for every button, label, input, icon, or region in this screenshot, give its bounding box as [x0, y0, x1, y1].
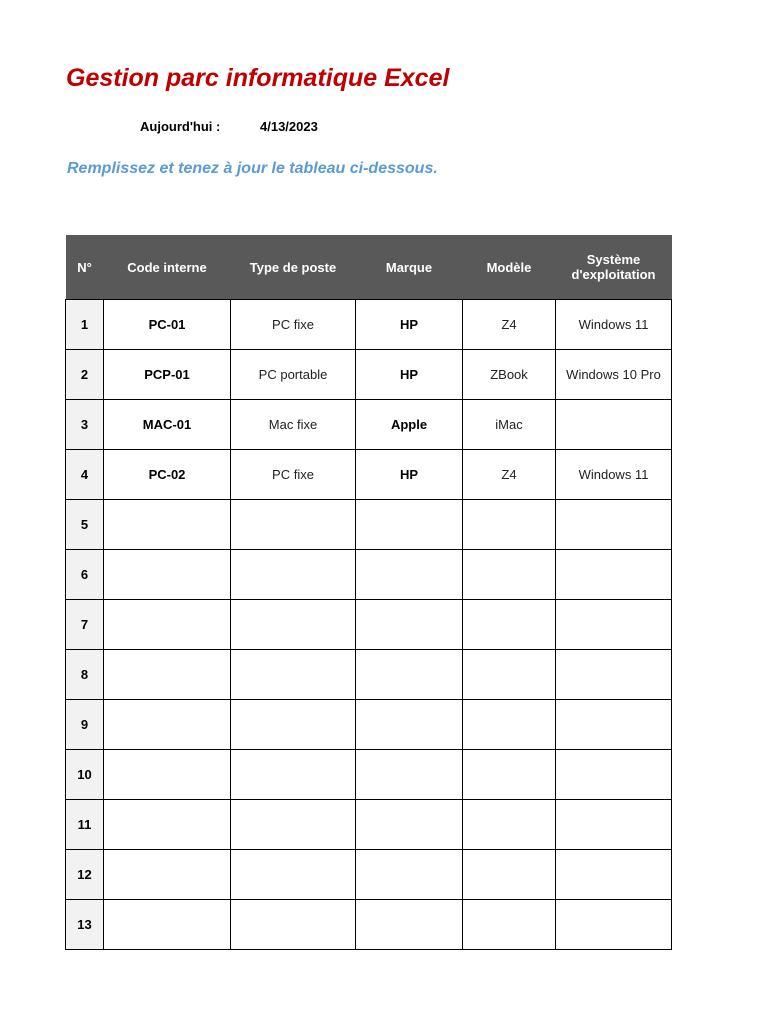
cell-model[interactable] — [463, 800, 556, 850]
cell-type[interactable] — [231, 650, 356, 700]
cell-number: 7 — [66, 600, 104, 650]
table-row — [66, 600, 672, 650]
cell-os[interactable] — [556, 600, 672, 650]
table-header — [66, 235, 672, 300]
cell-number: 3 — [66, 400, 104, 450]
column-header-os: Système d'exploitation — [556, 235, 672, 300]
cell-type[interactable] — [231, 700, 356, 750]
cell-model[interactable] — [463, 500, 556, 550]
cell-number: 2 — [66, 350, 104, 400]
cell-code[interactable] — [104, 900, 231, 950]
cell-os[interactable]: Windows 10 Pro — [556, 350, 672, 400]
cell-os[interactable] — [556, 550, 672, 600]
cell-os[interactable] — [556, 400, 672, 450]
table-row — [66, 300, 672, 350]
table-row — [66, 350, 672, 400]
cell-code[interactable] — [104, 550, 231, 600]
table-row — [66, 800, 672, 850]
cell-model[interactable] — [463, 750, 556, 800]
cell-os[interactable] — [556, 900, 672, 950]
cell-type[interactable] — [231, 750, 356, 800]
cell-model[interactable] — [463, 700, 556, 750]
table-row — [66, 700, 672, 750]
page-title: Gestion parc informatique Excel — [66, 64, 450, 92]
cell-code[interactable] — [104, 500, 231, 550]
cell-number: 12 — [66, 850, 104, 900]
cell-number: 8 — [66, 650, 104, 700]
cell-brand[interactable]: HP — [356, 300, 463, 350]
cell-type[interactable] — [231, 900, 356, 950]
cell-brand[interactable]: Apple — [356, 400, 463, 450]
cell-brand[interactable] — [356, 750, 463, 800]
column-header-code: Code interne — [104, 235, 231, 300]
cell-code[interactable] — [104, 700, 231, 750]
table-row — [66, 550, 672, 600]
cell-type[interactable] — [231, 600, 356, 650]
cell-code[interactable] — [104, 600, 231, 650]
table-row — [66, 900, 672, 950]
cell-os[interactable] — [556, 800, 672, 850]
cell-brand[interactable] — [356, 800, 463, 850]
cell-type[interactable]: PC fixe — [231, 450, 356, 500]
cell-brand[interactable] — [356, 650, 463, 700]
cell-code[interactable] — [104, 800, 231, 850]
cell-number: 4 — [66, 450, 104, 500]
cell-code[interactable]: PCP-01 — [104, 350, 231, 400]
table-row — [66, 450, 672, 500]
cell-number: 13 — [66, 900, 104, 950]
cell-model[interactable] — [463, 600, 556, 650]
column-header-brand: Marque — [356, 235, 463, 300]
column-header-number: N° — [66, 235, 104, 300]
cell-brand[interactable]: HP — [356, 450, 463, 500]
cell-code[interactable]: MAC-01 — [104, 400, 231, 450]
cell-os[interactable]: Windows 11 — [556, 300, 672, 350]
cell-model[interactable] — [463, 900, 556, 950]
cell-code[interactable] — [104, 850, 231, 900]
cell-brand[interactable] — [356, 700, 463, 750]
inventory-table — [65, 235, 672, 950]
cell-number: 11 — [66, 800, 104, 850]
cell-number: 6 — [66, 550, 104, 600]
column-header-model: Modèle — [463, 235, 556, 300]
table-body — [66, 300, 672, 950]
cell-model[interactable] — [463, 550, 556, 600]
cell-number: 5 — [66, 500, 104, 550]
column-header-type: Type de poste — [231, 235, 356, 300]
cell-model[interactable]: iMac — [463, 400, 556, 450]
cell-brand[interactable] — [356, 600, 463, 650]
cell-brand[interactable] — [356, 900, 463, 950]
instructions-subtitle: Remplissez et tenez à jour le tableau ci-dessous. — [67, 160, 438, 177]
cell-brand[interactable] — [356, 550, 463, 600]
date-value[interactable]: 4/13/2023 — [260, 119, 318, 134]
cell-brand[interactable]: HP — [356, 350, 463, 400]
table-row — [66, 750, 672, 800]
table-row — [66, 400, 672, 450]
cell-model[interactable] — [463, 850, 556, 900]
cell-type[interactable] — [231, 550, 356, 600]
cell-type[interactable] — [231, 500, 356, 550]
cell-type[interactable] — [231, 850, 356, 900]
cell-os[interactable] — [556, 650, 672, 700]
cell-os[interactable]: Windows 11 — [556, 450, 672, 500]
cell-model[interactable]: Z4 — [463, 300, 556, 350]
cell-code[interactable] — [104, 650, 231, 700]
cell-code[interactable]: PC-02 — [104, 450, 231, 500]
cell-type[interactable]: PC fixe — [231, 300, 356, 350]
cell-os[interactable] — [556, 500, 672, 550]
cell-code[interactable]: PC-01 — [104, 300, 231, 350]
cell-os[interactable] — [556, 750, 672, 800]
cell-model[interactable]: ZBook — [463, 350, 556, 400]
table-row — [66, 500, 672, 550]
cell-type[interactable] — [231, 800, 356, 850]
cell-type[interactable]: Mac fixe — [231, 400, 356, 450]
cell-code[interactable] — [104, 750, 231, 800]
cell-brand[interactable] — [356, 850, 463, 900]
table-row — [66, 650, 672, 700]
cell-os[interactable] — [556, 850, 672, 900]
table-row — [66, 850, 672, 900]
date-label: Aujourd'hui : — [140, 119, 221, 134]
cell-type[interactable]: PC portable — [231, 350, 356, 400]
cell-number: 1 — [66, 300, 104, 350]
cell-number: 9 — [66, 700, 104, 750]
header-row — [66, 235, 672, 300]
cell-model[interactable] — [463, 650, 556, 700]
cell-brand[interactable] — [356, 500, 463, 550]
cell-os[interactable] — [556, 700, 672, 750]
cell-number: 10 — [66, 750, 104, 800]
cell-model[interactable]: Z4 — [463, 450, 556, 500]
